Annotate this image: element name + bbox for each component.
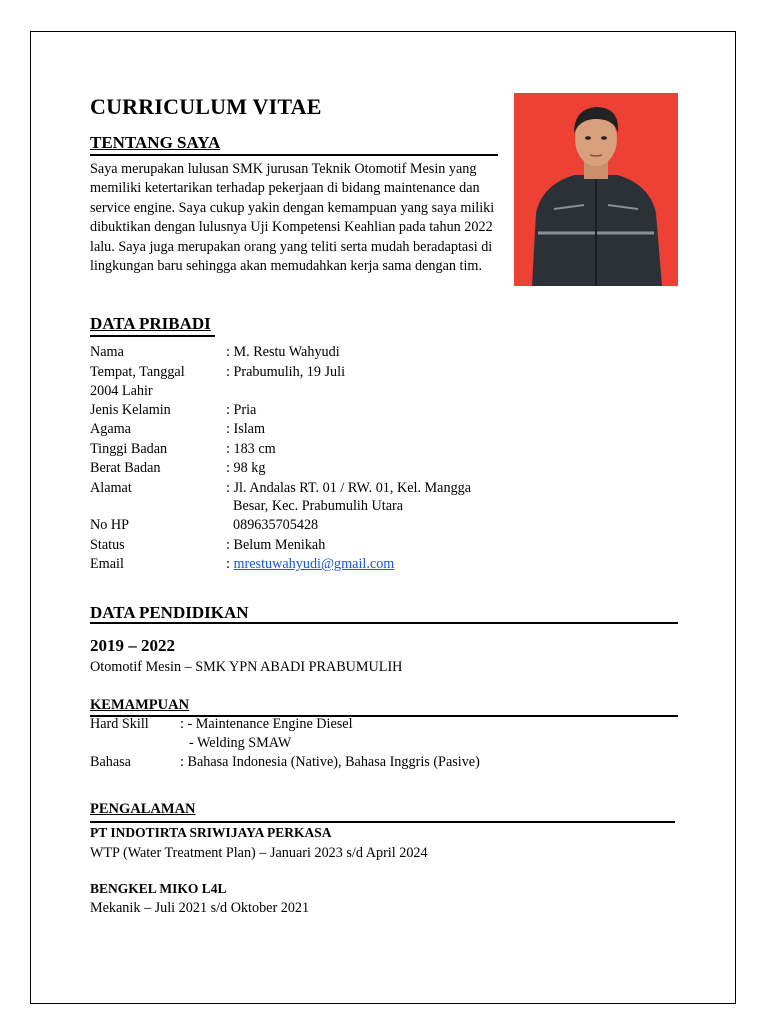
hard-skill-value-1: : - Maintenance Engine Diesel [180,716,353,732]
email-prefix: : [226,556,234,572]
jk-value: : Pria [226,402,257,418]
email-link[interactable]: mrestuwahyudi@gmail.com [233,556,395,572]
education-heading: DATA PENDIDIKAN [90,603,249,622]
status-value: : Belum Menikah [226,537,326,553]
ttl-continuation: 2004 Lahir [90,383,153,399]
hard-skill-label: Hard Skill [90,716,149,732]
about-paragraph: Saya merupakan lulusan SMK jurusan Teknik Otomotif Mesin yang memiliki ketertarikan terhadap pekerjaan di bidang maintenance dan service engine. Saya cukup yakin dengan kemampuan yang saya miliki dibuktikan dengan lulusnya Uji Kompetensi Keahlian pada tahun 2022 lalu. Saya juga merupakan orang yang teliti serta mudah beradaptasi di lingkungan baru sehingga akan memudahkan kerja sama dengan tim. [90,161,495,275]
nama-label: Nama [90,344,124,360]
experience-heading: PENGALAMAN [90,801,196,817]
document-title: CURRICULUM VITAE [90,94,322,119]
person-photo-illustration [514,93,678,286]
about-heading: TENTANG SAYA [90,133,221,152]
agama-value: : Islam [226,421,266,437]
education-year: 2019 – 2022 [90,636,175,655]
education-divider [90,622,678,624]
email-value-wrapper [226,555,394,574]
status-label: Status [90,537,125,553]
experience-company-1: PT INDOTIRTA SRIWIJAYA PERKASA [90,825,332,840]
personal-divider [90,335,215,337]
alamat-value: : Jl. Andalas RT. 01 / RW. 01, Kel. Mangga [226,480,472,496]
berat-value: : 98 kg [226,460,266,476]
language-value: : Bahasa Indonesia (Native), Bahasa Inggris (Pasive) [180,754,480,770]
tinggi-value: : 183 cm [226,441,276,457]
tinggi-label: Tinggi Badan [90,441,168,457]
alamat-continuation: Besar, Kec. Prabumulih Utara [233,498,404,514]
education-desc: Otomotif Mesin – SMK YPN ABADI PRABUMULIH [90,659,403,675]
jk-label: Jenis Kelamin [90,402,171,418]
skills-divider [90,715,678,717]
nama-value: : M. Restu Wahyudi [226,344,340,360]
ttl-label: Tempat, Tanggal [90,364,185,380]
ttl-value: : Prabumulih, 19 Juli [226,364,346,380]
experience-role-1: WTP (Water Treatment Plan) – Januari 2023 s/d April 2024 [90,845,428,861]
agama-label: Agama [90,421,131,437]
hp-label: No HP [90,517,130,533]
personal-heading: DATA PRIBADI [90,314,211,333]
hp-value: 089635705428 [233,517,319,533]
berat-label: Berat Badan [90,460,161,476]
hard-skill-value-2: - Welding SMAW [189,735,292,751]
alamat-label: Alamat [90,480,132,496]
language-label: Bahasa [90,754,131,770]
experience-role-2: Mekanik – Juli 2021 s/d Oktober 2021 [90,900,310,916]
skills-heading: KEMAMPUAN [90,697,190,713]
about-divider [90,154,498,156]
email-label: Email [90,556,124,572]
profile-photo [514,93,678,286]
experience-divider [90,821,675,823]
experience-company-2: BENGKEL MIKO L4L [90,881,227,896]
